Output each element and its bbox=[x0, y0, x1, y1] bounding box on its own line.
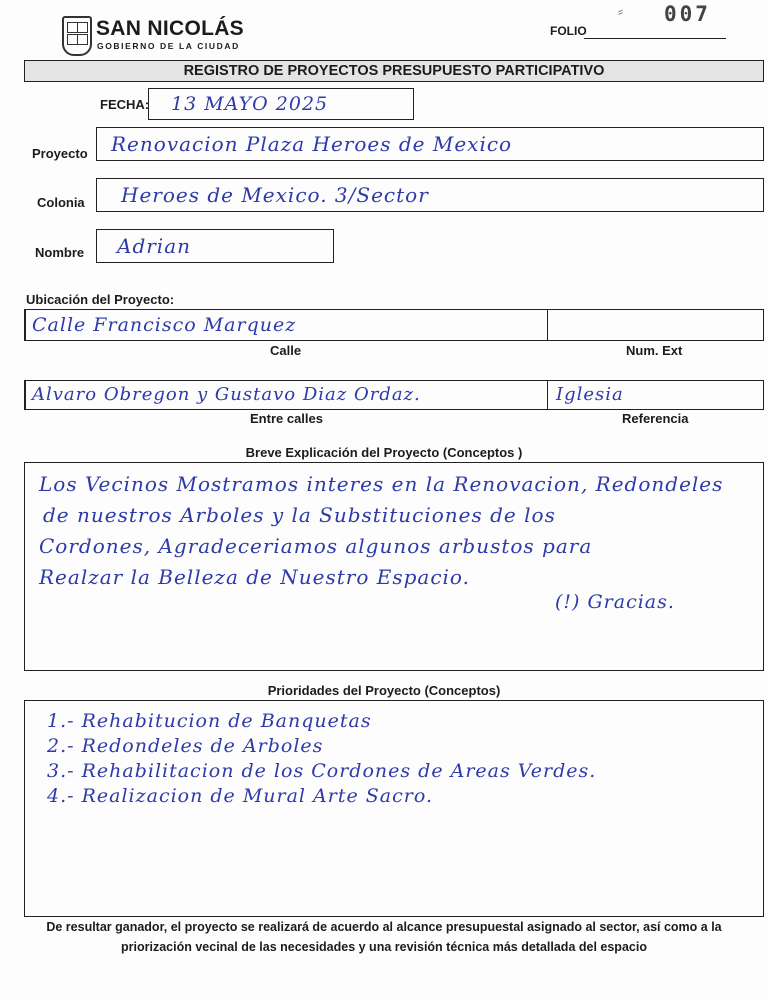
prioridades-field[interactable] bbox=[24, 700, 764, 917]
fecha-value: 13 MAYO 2025 bbox=[171, 93, 329, 115]
referencia-label: Referencia bbox=[622, 411, 689, 426]
ubicacion-heading: Ubicación del Proyecto: bbox=[26, 292, 175, 307]
folio-line bbox=[584, 38, 726, 39]
proyecto-label: Proyecto bbox=[32, 146, 88, 161]
folio-number: 007 bbox=[664, 2, 711, 26]
entre-calles-label: Entre calles bbox=[250, 411, 323, 426]
explicacion-field[interactable] bbox=[24, 462, 764, 671]
num-ext-label: Num. Ext bbox=[626, 343, 683, 358]
explicacion-text bbox=[39, 469, 723, 593]
calle-field[interactable] bbox=[25, 309, 548, 341]
explicacion-line: Los Vecinos Mostramos interes en la Renovacion, Redondeles bbox=[39, 472, 724, 496]
nombre-value: Adrian bbox=[117, 234, 192, 258]
brand-name: SAN NICOLÁS bbox=[96, 17, 244, 40]
brand-subtitle: GOBIERNO DE LA CIUDAD bbox=[97, 41, 240, 51]
fecha-field[interactable] bbox=[148, 88, 414, 120]
folio-label: FOLIO bbox=[550, 24, 587, 38]
entre-calles-value: Alvaro Obregon y Gustavo Diaz Ordaz. bbox=[32, 383, 421, 405]
footer-note bbox=[20, 917, 748, 957]
proyecto-field[interactable] bbox=[96, 127, 764, 161]
proyecto-value: Renovacion Plaza Heroes de Mexico bbox=[111, 132, 513, 156]
explicacion-line: Cordones, Agradeceriamos algunos arbustos para bbox=[39, 534, 593, 558]
referencia-field[interactable] bbox=[550, 381, 761, 407]
prioridad-item: 3.- Rehabilitacion de los Cordones de Areas Verdes. bbox=[47, 760, 597, 782]
calle-row bbox=[24, 309, 764, 341]
nombre-field[interactable] bbox=[96, 229, 334, 263]
entre-calles-field[interactable] bbox=[25, 380, 548, 410]
footer-line: priorización vecinal de las necesidades y una revisión técnica más detallada del espacio bbox=[121, 940, 647, 954]
num-ext-field[interactable] bbox=[550, 310, 761, 338]
city-shield-logo bbox=[62, 16, 92, 56]
explicacion-line: de nuestros Arboles y la Substituciones de los bbox=[43, 503, 556, 527]
prioridades-heading: Prioridades del Proyecto (Conceptos) bbox=[267, 683, 501, 698]
colonia-field[interactable] bbox=[96, 178, 764, 212]
entre-calles-row bbox=[24, 380, 764, 410]
prioridad-item: 4.- Realizacion de Mural Arte Sacro. bbox=[47, 785, 433, 807]
folio-handwritten-mark: ⸗ bbox=[618, 3, 623, 20]
explicacion-closing: (!) Gracias. bbox=[555, 591, 675, 613]
explicacion-heading: Breve Explicación del Proyecto (Conceptos ) bbox=[245, 445, 523, 460]
calle-label: Calle bbox=[270, 343, 302, 358]
colonia-label: Colonia bbox=[37, 195, 85, 210]
form-title: REGISTRO DE PROYECTOS PRESUPUESTO PARTICIPATIVO bbox=[24, 60, 764, 82]
referencia-value: Iglesia bbox=[556, 384, 624, 405]
colonia-value: Heroes de Mexico. 3/Sector bbox=[121, 183, 429, 207]
prioridades-list bbox=[47, 709, 596, 809]
prioridad-item: 1.- Rehabitucion de Banquetas bbox=[47, 710, 372, 732]
footer-line: De resultar ganador, el proyecto se realizará de acuerdo al alcance presupuestal asignado al sector, así como a la bbox=[46, 920, 722, 934]
fecha-label: FECHA: bbox=[100, 97, 150, 112]
prioridad-item: 2.- Redondeles de Arboles bbox=[47, 735, 324, 757]
explicacion-line: Realzar la Belleza de Nuestro Espacio. bbox=[39, 565, 470, 589]
calle-value: Calle Francisco Marquez bbox=[32, 313, 297, 336]
nombre-label: Nombre bbox=[35, 245, 85, 260]
